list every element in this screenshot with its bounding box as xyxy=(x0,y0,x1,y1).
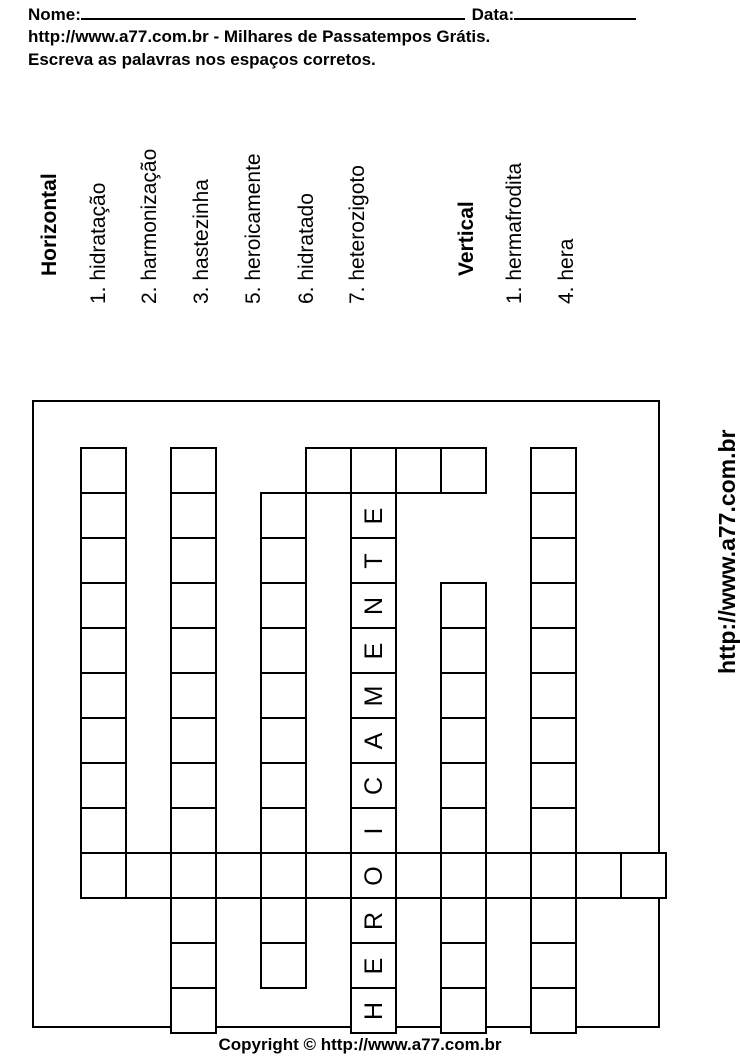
crossword-cell[interactable] xyxy=(530,582,577,629)
crossword-cell[interactable] xyxy=(530,717,577,764)
horizontal-clue-1: 1. hidratação xyxy=(87,182,110,304)
crossword-cell[interactable] xyxy=(170,987,217,1034)
crossword-cell[interactable] xyxy=(350,717,397,764)
crossword-cell[interactable] xyxy=(215,852,262,899)
site-line: http://www.a77.com.br - Milhares de Passatempos Grátis. xyxy=(28,27,491,46)
crossword-cell[interactable] xyxy=(170,627,217,674)
given-letter: E xyxy=(359,957,388,974)
given-letter: N xyxy=(359,596,388,615)
crossword-cell[interactable] xyxy=(80,447,127,494)
given-letter: I xyxy=(359,827,388,834)
crossword-cell[interactable] xyxy=(350,762,397,809)
crossword-cell[interactable] xyxy=(440,897,487,944)
crossword-cell[interactable] xyxy=(440,942,487,989)
vertical-clue-1: 1. hermafrodita xyxy=(503,162,526,304)
vertical-clue-4: 4. hera xyxy=(555,238,578,304)
crossword-cell[interactable] xyxy=(260,672,307,719)
crossword-cell[interactable] xyxy=(80,627,127,674)
crossword-cell[interactable] xyxy=(170,582,217,629)
given-letter: T xyxy=(359,552,388,569)
crossword-cell[interactable] xyxy=(440,852,487,899)
crossword-cell[interactable] xyxy=(440,582,487,629)
given-letter: R xyxy=(359,911,388,930)
crossword-cell[interactable] xyxy=(485,852,532,899)
horizontal-clue-7: 7. heterozigoto xyxy=(346,165,369,304)
horizontal-clue-5: 5. heroicamente xyxy=(242,153,265,304)
crossword-cell[interactable] xyxy=(260,717,307,764)
horizontal-clue-3: 3. hastezinha xyxy=(190,179,213,304)
crossword-cell[interactable] xyxy=(170,537,217,584)
crossword-cell[interactable] xyxy=(350,942,397,989)
given-letter: E xyxy=(359,642,388,659)
crossword-cell[interactable] xyxy=(530,537,577,584)
crossword-cell[interactable] xyxy=(305,852,352,899)
crossword-cell[interactable] xyxy=(350,852,397,899)
crossword-cell[interactable] xyxy=(530,447,577,494)
crossword-cell[interactable] xyxy=(530,987,577,1034)
given-letter: E xyxy=(359,507,388,524)
crossword-cell[interactable] xyxy=(80,762,127,809)
crossword-cell[interactable] xyxy=(80,537,127,584)
header-name-date-line xyxy=(28,3,636,25)
crossword-cell[interactable] xyxy=(395,852,442,899)
crossword-cell[interactable] xyxy=(440,717,487,764)
crossword-cell[interactable] xyxy=(575,852,622,899)
crossword-cell[interactable] xyxy=(170,492,217,539)
horizontal-title: Horizontal xyxy=(38,173,61,276)
crossword-cell[interactable] xyxy=(350,627,397,674)
given-letter: O xyxy=(359,865,388,886)
crossword-cell[interactable] xyxy=(80,492,127,539)
crossword-cell[interactable] xyxy=(350,582,397,629)
crossword-cell[interactable] xyxy=(170,852,217,899)
crossword-cell[interactable] xyxy=(620,852,667,899)
crossword-cell[interactable] xyxy=(260,492,307,539)
crossword-cell[interactable] xyxy=(80,582,127,629)
crossword-cell[interactable] xyxy=(395,447,442,494)
instructions: Escreva as palavras nos espaços corretos. xyxy=(28,50,376,69)
given-letter: C xyxy=(359,776,388,795)
crossword-cell[interactable] xyxy=(80,807,127,854)
crossword-cell[interactable] xyxy=(170,762,217,809)
crossword-cell[interactable] xyxy=(530,942,577,989)
crossword-cell[interactable] xyxy=(350,987,397,1034)
crossword-cell[interactable] xyxy=(260,807,307,854)
copyright: Copyright © http://www.a77.com.br xyxy=(218,1035,502,1054)
crossword-cell[interactable] xyxy=(350,897,397,944)
crossword-cell[interactable] xyxy=(350,672,397,719)
crossword-cell[interactable] xyxy=(170,672,217,719)
given-letter: M xyxy=(359,685,388,706)
crossword-cell[interactable] xyxy=(530,492,577,539)
crossword-cell[interactable] xyxy=(260,582,307,629)
name-label: Nome: xyxy=(28,5,81,24)
crossword-cell[interactable] xyxy=(350,492,397,539)
crossword-cell[interactable] xyxy=(260,852,307,899)
crossword-cell[interactable] xyxy=(305,447,352,494)
crossword-cell[interactable] xyxy=(440,672,487,719)
crossword-cell[interactable] xyxy=(440,987,487,1034)
horizontal-clue-6: 6. hidratado xyxy=(295,193,318,304)
crossword-cell[interactable] xyxy=(260,537,307,584)
crossword-cell[interactable] xyxy=(170,897,217,944)
crossword-cell[interactable] xyxy=(260,897,307,944)
crossword-cell[interactable] xyxy=(260,942,307,989)
crossword-cell[interactable] xyxy=(350,537,397,584)
crossword-cell[interactable] xyxy=(530,627,577,674)
crossword-cell[interactable] xyxy=(530,807,577,854)
crossword-board xyxy=(32,400,660,1028)
crossword-cell[interactable] xyxy=(80,672,127,719)
crossword-cell[interactable] xyxy=(440,447,487,494)
crossword-cell[interactable] xyxy=(80,717,127,764)
date-blank[interactable] xyxy=(514,3,636,20)
crossword-cell[interactable] xyxy=(530,897,577,944)
name-blank[interactable] xyxy=(81,3,465,20)
crossword-cell[interactable] xyxy=(260,762,307,809)
crossword-cell[interactable] xyxy=(440,762,487,809)
crossword-cell[interactable] xyxy=(350,447,397,494)
vertical-title: Vertical xyxy=(455,201,478,276)
crossword-cell[interactable] xyxy=(170,447,217,494)
crossword-cell[interactable] xyxy=(125,852,172,899)
side-url: http://www.a77.com.br xyxy=(714,429,740,674)
crossword-cell[interactable] xyxy=(170,717,217,764)
crossword-cell[interactable] xyxy=(170,807,217,854)
crossword-cell[interactable] xyxy=(350,807,397,854)
crossword-cell[interactable] xyxy=(80,852,127,899)
crossword-cell[interactable] xyxy=(530,762,577,809)
crossword-cell[interactable] xyxy=(170,942,217,989)
horizontal-clue-2: 2. harmonização xyxy=(138,148,161,304)
crossword-cell[interactable] xyxy=(530,852,577,899)
given-letter: H xyxy=(359,1001,388,1020)
given-letter: A xyxy=(359,732,388,749)
crossword-cell[interactable] xyxy=(440,807,487,854)
crossword-cell[interactable] xyxy=(530,672,577,719)
date-label: Data: xyxy=(471,5,515,24)
crossword-cell[interactable] xyxy=(260,627,307,674)
crossword-cell[interactable] xyxy=(440,627,487,674)
